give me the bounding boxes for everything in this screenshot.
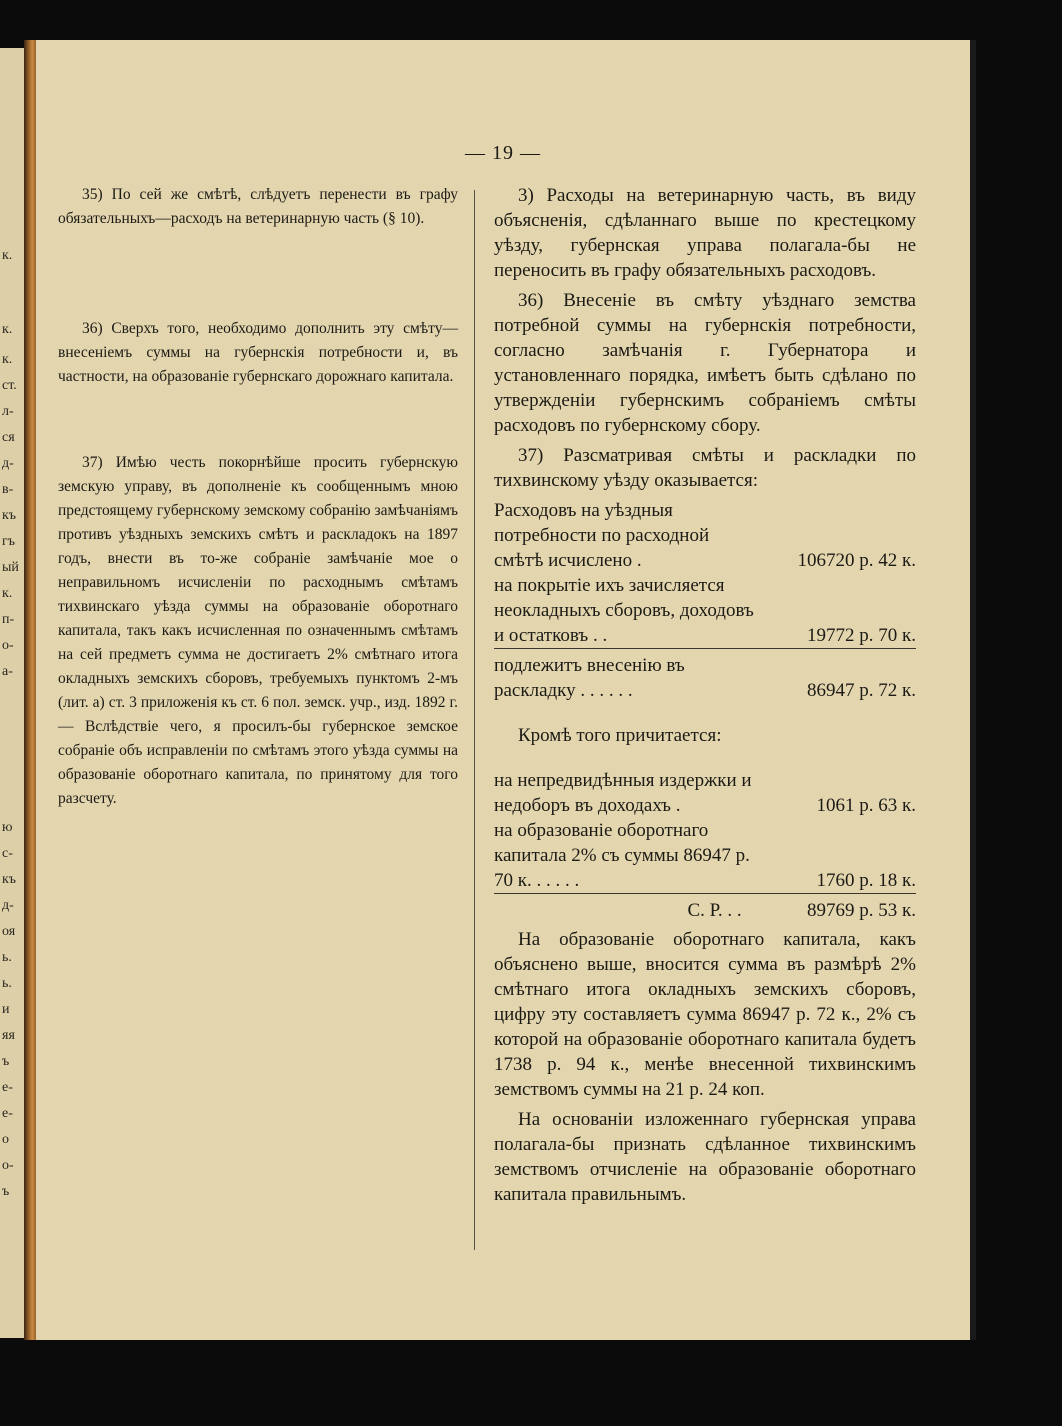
calc-amount: 86947 р. 72 к. [756,649,916,704]
calc-amount: 106720 р. 42 к. [797,550,916,571]
page-fragment: ь. [2,950,12,965]
page-fragment: ый [2,560,19,575]
paragraph-36: 36) Сверхъ того, необходимо дополнить эту смѣту— внесеніемъ суммы на губернскія потребности и, въ частности, на образованіе губернскаго дорожнаго капитала. [58,320,458,385]
page-fragment: ь. [2,976,12,991]
calc-row [494,703,916,748]
page-fragment: ст. [2,378,17,393]
page-fragment: ю [2,820,13,835]
page-fragment: к. [2,248,13,263]
calc-row [494,748,916,818]
calc-label: на непредвидѣнныя издержки и недоборъ въ доходахъ . [494,770,752,816]
calc-amount: 1760 р. 18 к. [816,870,916,891]
column-divider [474,190,475,1250]
page-fragment: а- [2,664,13,679]
page-fragment: к. [2,586,13,601]
calc-label: Расходовъ на уѣздныя потребности по расходной смѣтѣ исчислено . [494,500,710,571]
calc-subheading: Кромѣ того причитается: [518,725,722,746]
page-fragment: оя [2,924,16,939]
calc-row [494,818,916,894]
page-fragment: л- [2,404,14,419]
calc-label: на образованіе оборотнаго капитала 2% съ суммы 86947 р. 70 к. . . . . . [494,820,750,891]
page-fragment: гъ [2,534,15,549]
page-fragment: с- [2,846,13,861]
page-fragment: о- [2,638,14,653]
paragraph-37: 37) Имѣю честь покорнѣйше просить губернскую земскую управу, въ дополненіе къ сообщеннымъ мною предстоящему губернскому земскому собранію замѣчаніямъ противъ уѣздныхъ земскихъ смѣтъ и раскладокъ на 1897 годъ, внести въ то-же собраніе замѣчаніе мое о неправильномъ исчисленіи по расходнымъ смѣтамъ тихвинскаго уѣзда суммы на образованіе оборотнаго капитала, такъ какъ исчисленная по означеннымъ смѣтамъ на сей предметъ сумма не достигаетъ 2% смѣтнаго итога окладныхъ земскихъ сборовъ, требуемыхъ пунктомъ 2-мъ (лит. а) ст. 3 приложенія къ ст. 6 пол. земск. учр., изд. 1892 г.— Вслѣдствіе чего, я просилъ-бы губернское земское собраніе объ исправленіи по смѣтамъ этого уѣзда суммы на образованіе оборотнаго капитала, по принятому для того разсчету. [58,454,458,807]
page-fragment: ъ [2,1054,10,1069]
calc-row [494,649,916,704]
calculation-table [494,498,916,923]
page-fragment: д- [2,898,14,913]
page-fragment: ся [2,430,15,445]
right-column [494,183,916,1212]
page-fragment: к. [2,352,13,367]
page-fragment: д- [2,456,14,471]
paragraph-capital-explanation: На образованіе оборотнаго капитала, какъ объяснено выше, вносится сумма въ размѣрѣ 2% смѣтнаго итога окладныхъ земскихъ сборовъ, цифру эту составляетъ сумма 86947 р. 72 к., 2% съ которой на образованіе оборотнаго капитала будетъ 1738 р. 94 к., менѣе внесенной тихвинскимъ земствомъ суммы на 21 р. 24 коп. [494,929,916,1100]
page-fragment: къ [2,508,17,523]
page-fragment: п- [2,612,15,627]
page-fragment: и [2,1002,10,1017]
calc-amount: 19772 р. 70 к. [807,625,916,646]
page-fragment: о- [2,1158,14,1173]
calc-amount: 1061 р. 63 к. [816,795,916,816]
page-fragment: къ [2,872,17,887]
previous-page-edge [0,48,26,1338]
page-fragment: о [2,1132,9,1147]
page-fragment: ъ [2,1184,10,1199]
page-fragment: в- [2,482,14,497]
paragraph-36-reply: 36) Внесеніе въ смѣту уѣзднаго земства потребной суммы на губернскія потребности, согласно замѣчанія г. Губернатора и установленнаго порядка, имѣетъ быть сдѣлано по утвержденіи губернскимъ собраніемъ смѣты расходовъ по губернскому сбору. [494,290,916,436]
page-fragment: е- [2,1106,13,1121]
calc-total-row [494,894,916,924]
calc-total-amount: 89769 р. 53 к. [756,894,916,924]
page-fragment: е- [2,1080,13,1095]
paragraph-conclusion: На основаніи изложеннаго губернская управа полагала-бы признать сдѣланное тихвинскимъ земствомъ отчисленіе на образованіе оборотнаго капитала правильнымъ. [494,1109,916,1205]
document-page [36,40,970,1340]
left-column [58,183,458,811]
calc-label: на покрытіе ихъ зачисляется неокладныхъ сборовъ, доходовъ и остатковъ . . [494,575,754,646]
page-fragment: к. [2,322,13,337]
calc-label: подлежитъ внесенію въ раскладку . . . . . . [494,649,756,704]
paragraph-3: 3) Расходы на ветеринарную часть, въ виду объясненія, сдѣланнаго выше по крестецкому уѣзду, губернская управа полагала-бы не переносить въ графу обязательныхъ расходовъ. [494,185,916,281]
calc-row [494,498,916,573]
page-fragment: яя [2,1028,15,1043]
page-number: — 19 — [465,142,541,164]
calc-total-label: С. Р. . . [494,894,756,924]
paragraph-37-reply: 37) Разсматривая смѣты и раскладки по тихвинскому уѣзду оказывается: [494,445,916,491]
paragraph-35: 35) По сей же смѣтѣ, слѣдуетъ перенести въ графу обязательныхъ—расходъ на ветеринарную часть (§ 10). [58,186,458,227]
calc-row [494,573,916,649]
